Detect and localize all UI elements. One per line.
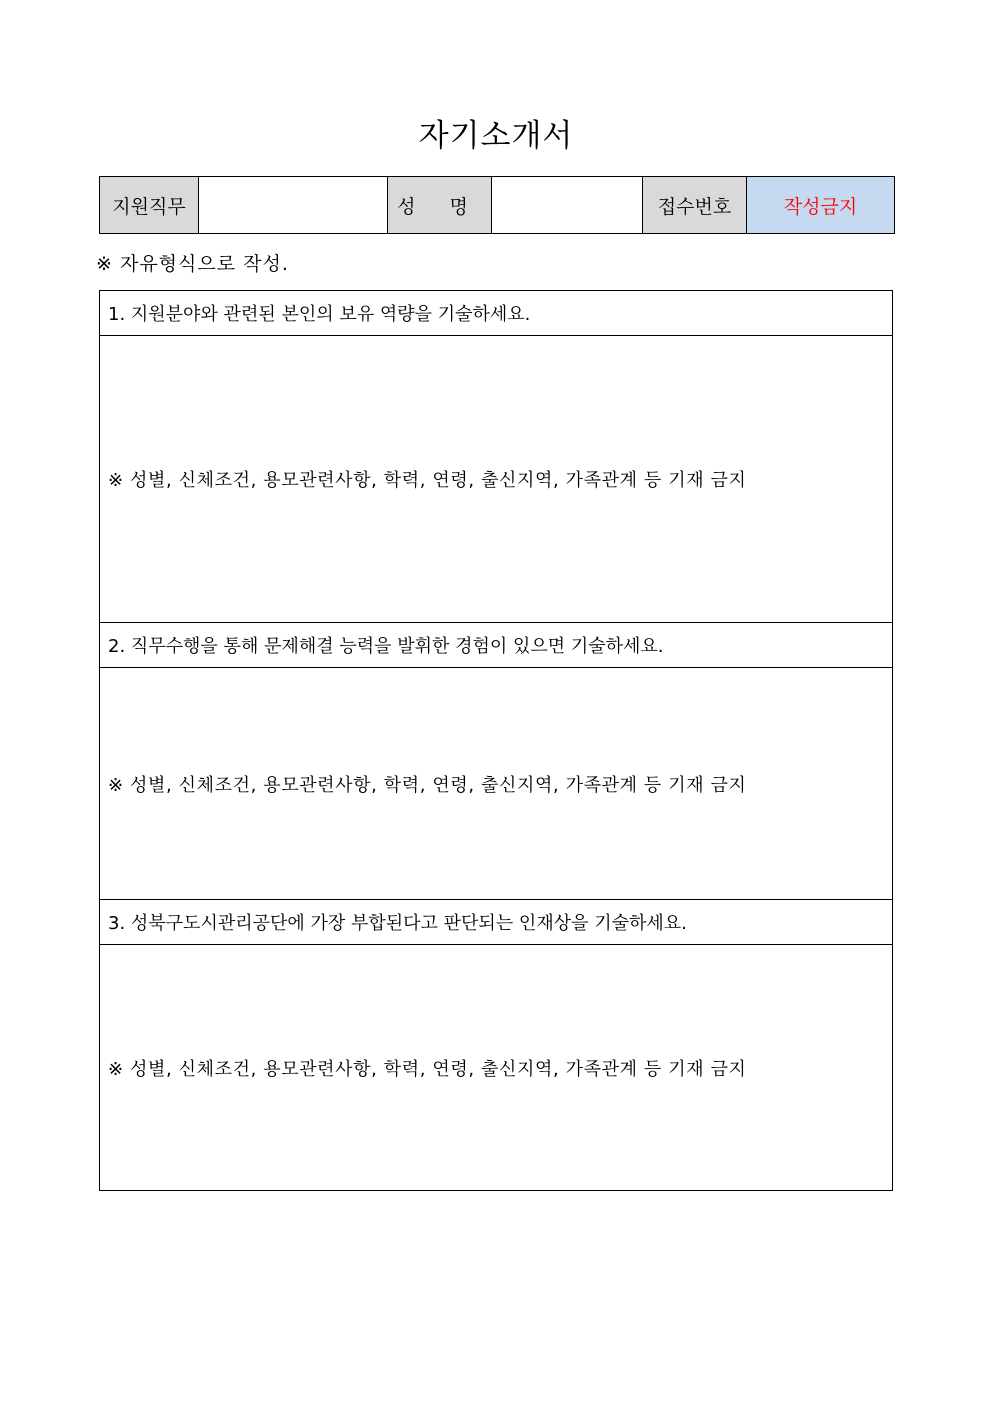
answer-1-warning: ※ 성별, 신체조건, 용모관련사항, 학력, 연령, 출신지역, 가족관계 등 기재 금지	[108, 470, 747, 491]
job-label: 지원직무	[100, 177, 199, 234]
answer-3-field[interactable]	[100, 945, 893, 1191]
question-2: 2. 직무수행을 통해 문제해결 능력을 발휘한 경험이 있으면 기술하세요.	[100, 623, 893, 668]
format-note: ※ 자유형식으로 작성.	[96, 253, 289, 275]
answer-1-field[interactable]	[100, 336, 893, 623]
question-1: 1. 지원분야와 관련된 본인의 보유 역량을 기술하세요.	[100, 291, 893, 336]
receipt-label: 접수번호	[643, 177, 747, 234]
job-field[interactable]	[199, 177, 388, 234]
name-field[interactable]	[492, 177, 643, 234]
page-title: 자기소개서	[418, 118, 574, 154]
answer-2-field[interactable]	[100, 668, 893, 900]
receipt-field: 작성금지	[747, 177, 895, 234]
question-3: 3. 성북구도시관리공단에 가장 부합된다고 판단되는 인재상을 기술하세요.	[100, 900, 893, 945]
answer-2-warning: ※ 성별, 신체조건, 용모관련사항, 학력, 연령, 출신지역, 가족관계 등 기재 금지	[108, 774, 747, 796]
answer-3-warning: ※ 성별, 신체조건, 용모관련사항, 학력, 연령, 출신지역, 가족관계 등 기재 금지	[108, 1058, 747, 1080]
questions-table	[99, 290, 893, 1191]
name-label-text: 성 명	[397, 195, 482, 218]
name-label	[388, 177, 492, 234]
applicant-info-table	[99, 176, 895, 234]
